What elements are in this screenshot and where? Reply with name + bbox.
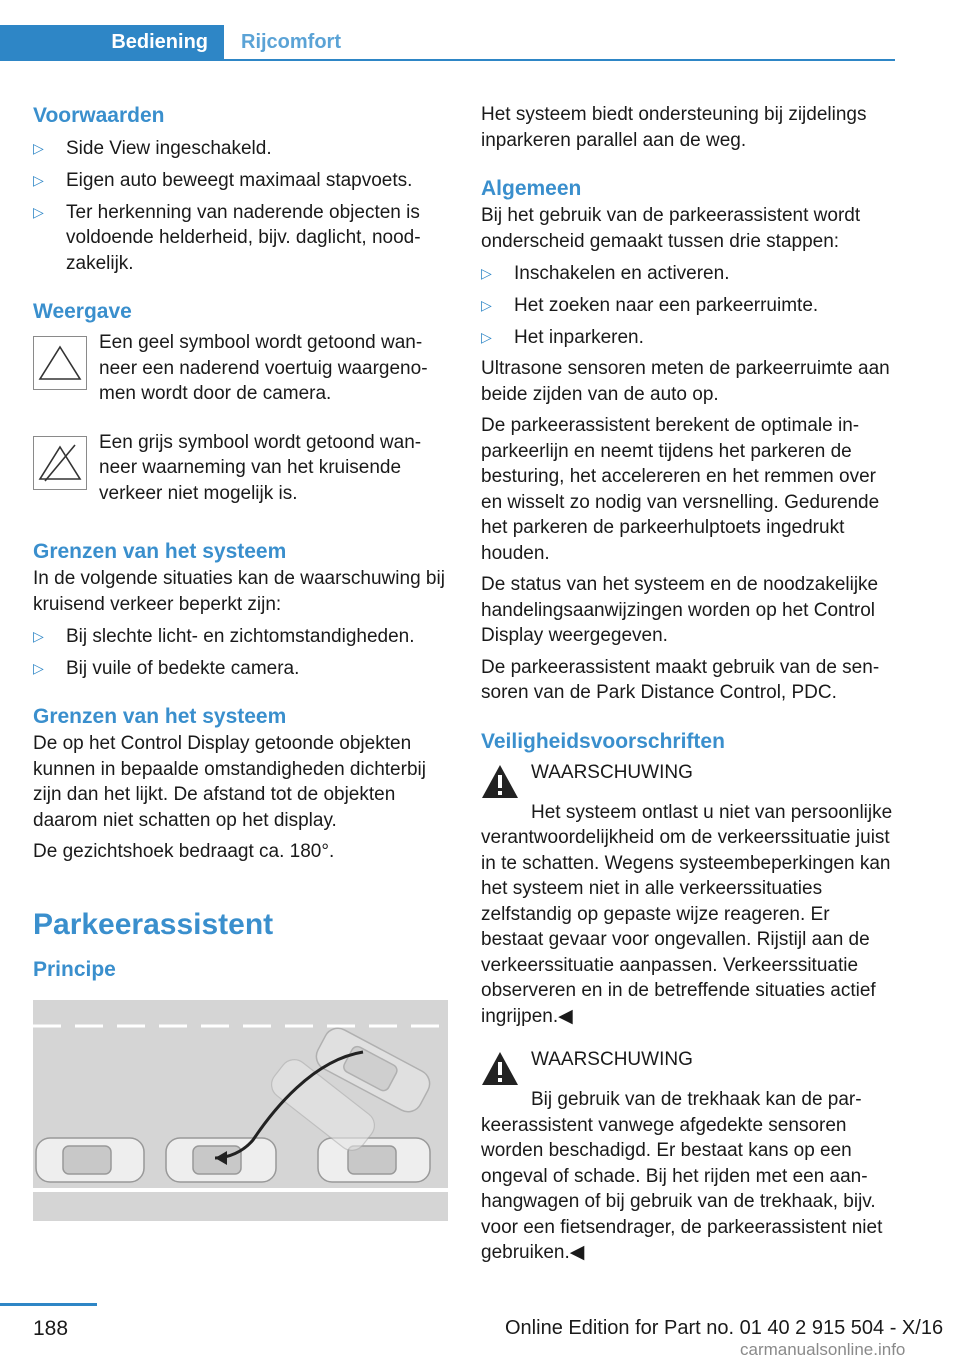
right-column xyxy=(481,102,896,1266)
bullet-triangle-icon: ▷ xyxy=(481,264,492,281)
bullet-triangle-icon: ▷ xyxy=(33,627,44,644)
warning-label: WAARSCHUWING xyxy=(531,1049,693,1070)
weergave-text-2: Een grijs symbool wordt getoond wanneer waarneming van het kruisende verkeer niet mogelijk is. xyxy=(99,431,422,504)
paragraph-sensors: Ultrasone sensoren meten de parkeerruimte aan beide zijden van de auto op. xyxy=(481,358,890,405)
weergave-row-2 xyxy=(33,430,448,507)
section-title: Parkeerassistent xyxy=(33,907,274,941)
algemeen-list xyxy=(481,261,896,351)
list-item: ▷ Ter herkenning van naderende objecten is voldoende helderheid, bijv. daglicht, noodzakelijk. xyxy=(33,201,421,274)
heading-voorwaarden: Voorwaarden xyxy=(33,104,165,127)
bullet-triangle-icon: ▷ xyxy=(481,296,492,313)
bullet-triangle-icon: ▷ xyxy=(33,139,44,156)
warning-text-2: Bij gebruik van de trekhaak kan de parkeerassistent vanwege afgedekte sensoren worden beschadigd. Er bestaat kans op een ongeval of schade. Bij het rijden met een aanhangwagen of bij gebruik van de trekhaak, bijv. voor een fietsendrager, de parkeerassistent niet gebruiken.◀ xyxy=(481,1089,883,1263)
grenzen-2-text-2: De gezichtshoek bedraagt ca. 180°. xyxy=(33,841,335,862)
watermark: carmanualsonline.info xyxy=(740,1340,906,1359)
list-item: ▷ Het zoeken naar een parkeerruimte. xyxy=(481,293,896,319)
intro-text: Het systeem biedt ondersteuning bij zijdelings inparkeren parallel aan de weg. xyxy=(481,104,867,151)
heading-veiligheid: Veiligheidsvoorschriften xyxy=(481,729,725,753)
weergave-row-1 xyxy=(33,330,448,407)
list-item: ▷ Bij vuile of bedekte camera. xyxy=(33,656,448,682)
warning-icon xyxy=(481,764,519,800)
footer-rule xyxy=(0,1303,97,1306)
page-header xyxy=(0,25,895,61)
warning-triangle-icon xyxy=(33,336,87,390)
parking-illustration xyxy=(33,1000,448,1221)
algemeen-text: Bij het gebruik van de parkeerassistent wordt onderscheid gemaakt tussen drie stappen: xyxy=(481,205,861,252)
heading-principe: Principe xyxy=(33,957,116,981)
page-number: 188 xyxy=(33,1317,69,1340)
header-rule xyxy=(224,59,895,61)
warning-icon xyxy=(481,1051,519,1087)
bullet-triangle-icon: ▷ xyxy=(33,659,44,676)
warning-text-1: Het systeem ontlast u niet van persoonlijke verantwoordelijkheid om de verkeerssituatie juist in te schatten. Wegens systeembeperkingen kan het systeem niet in alle verkeerssituaties zelfstandig op gepaste wijze reageren. Er bestaat gevaar voor ongevallen. Rijstijl aan de verkeerssituatie aanpassen. Verkeerssituatie observeren en in de betreffende situaties actief ingrijpen.◀ xyxy=(481,801,893,1027)
car-icon xyxy=(36,1138,430,1182)
heading-grenzen-2: Grenzen van het systeem xyxy=(33,705,287,728)
list-item: ▷ Het inparkeren. xyxy=(481,325,896,351)
bullet-triangle-icon: ▷ xyxy=(33,171,44,188)
paragraph-pdc: De parkeerassistent maakt gebruik van de sensoren van de Park Distance Control, PDC. xyxy=(481,656,880,703)
crossed-triangle-icon xyxy=(33,436,87,490)
paragraph-status: De status van het systeem en de noodzakelijke handelingsaanwijzingen worden op het Control Display weergegeven. xyxy=(481,574,879,646)
weergave-text-1: Een geel symbool wordt getoond wanneer een naderend voertuig waargenomen wordt door de camera. xyxy=(99,332,428,404)
paragraph-berekent: De parkeerassistent berekent de optimale inparkeerlijn en neemt tijdens het parkeren de besturing, het accelereren en het remmen over en wisselt zo nodig van versnelling. Gedurende het parkeren de parkeerhulptoets ingedrukt houden. xyxy=(481,415,880,564)
grenzen-2-text-1: De op het Control Display getoonde objekten kunnen in bepaalde omstandigheden dichterbij zijn dan het lijkt. De afstand tot de objekten daarom niet schatten op het display. xyxy=(33,733,426,831)
list-item: ▷ Inschakelen en activeren. xyxy=(481,261,896,287)
edition-note: Online Edition for Part no. 01 40 2 915 504 - X/16 xyxy=(505,1317,944,1339)
grenzen-1-text: In de volgende situaties kan de waarschuwing bij kruisend verkeer beperkt zijn: xyxy=(33,568,445,615)
bullet-triangle-icon: ▷ xyxy=(33,203,44,220)
voorwaarden-list xyxy=(33,136,448,277)
heading-weergave: Weergave xyxy=(33,300,132,323)
heading-grenzen-1: Grenzen van het systeem xyxy=(33,540,287,563)
grenzen-1-list xyxy=(33,624,448,682)
heading-algemeen: Algemeen xyxy=(481,177,582,200)
tab-bediening[interactable]: Bediening xyxy=(0,25,224,61)
list-item: ▷ Eigen auto beweegt maximaal stapvoets. xyxy=(33,168,448,194)
list-item: ▷ Bij slechte licht- en zichtomstandigheden. xyxy=(33,624,448,650)
list-item: ▷ Side View ingeschakeld. xyxy=(33,136,448,162)
tab-rijcomfort[interactable]: Rijcomfort xyxy=(241,31,341,54)
bullet-triangle-icon: ▷ xyxy=(481,328,492,345)
left-column xyxy=(33,102,448,1221)
warning-label: WAARSCHUWING xyxy=(531,761,693,783)
